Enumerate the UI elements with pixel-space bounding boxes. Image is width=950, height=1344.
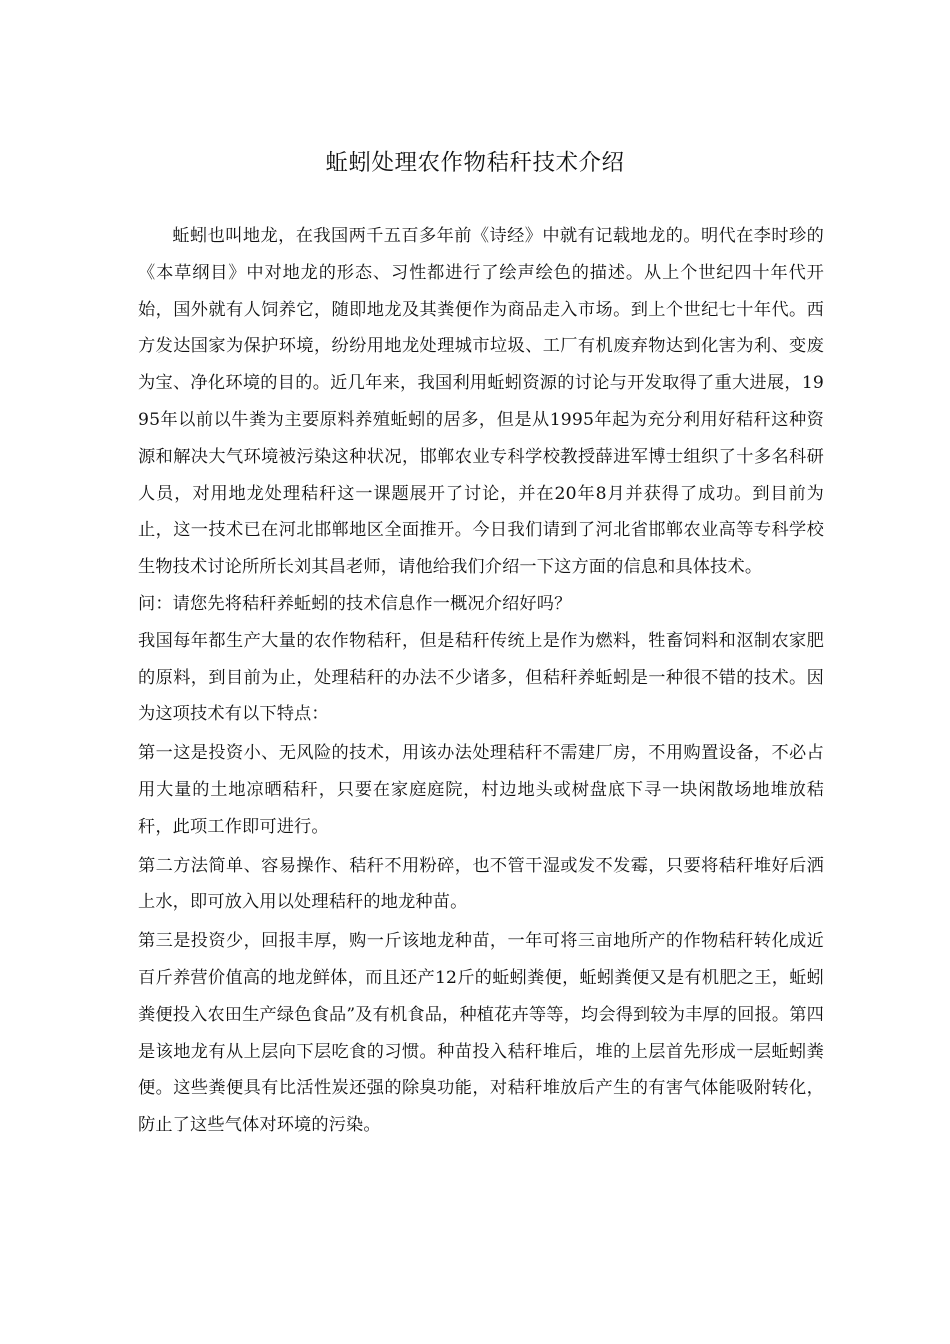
feature-two-paragraph: 第二方法简单、容易操作、秸秆不用粉碎，也不管干湿或发不发霉，只要将秸秆堆好后洒上水，即可放入用以处理秸秆的地龙种苗。 <box>138 855 824 913</box>
document-body <box>138 218 824 1144</box>
feature-three-paragraph: 第三是投资少，回报丰厚，购一斤该地龙种苗，一年可将三亩地所产的作物秸秆转化成近百斤养营价值高的地龙鲜体，而且还产12斤的蚯蚓粪便，蚯蚓粪便又是有机肥之王，蚯蚓粪便投入农田生产绿色食品”及有机食品，种植花卉等等，均会得到较为丰厚的回报。第四是该地龙有从上层向下层吃食的习惯。种苗投入秸秆堆后，堆的上层首先形成一层蚯蚓粪便。这些粪便具有比活性炭还强的除臭功能，对秸秆堆放后产生的有害气体能吸附转化，防止了这些气体对环境的污染。 <box>138 931 824 1136</box>
question-paragraph: 问：请您先将秸秆养蚯蚓的技术信息作一概况介绍好吗？ <box>138 593 572 614</box>
answer-paragraph: 我国每年都生产大量的农作物秸秆，但是秸秆传统上是作为燃料，牲畜饲料和沤制农家肥的原料，到目前为止，处理秸秆的办法不少诸多，但秸秆养蚯蚓是一种很不错的技术。因为这项技术有以下特点： <box>138 630 824 725</box>
intro-paragraph: 蚯蚓也叫地龙，在我国两千五百多年前《诗经》中就有记载地龙的。明代在李时珍的《本草纲目》中对地龙的形态、习性都进行了绘声绘色的描述。从上个世纪四十年代开始，国外就有人饲养它，随即地龙及其粪便作为商品走入市场。到上个世纪七十年代。西方发达国家为保护环境，纷纷用地龙处理城市垃圾、工厂有机废弃物达到化害为利、变废为宝、净化环境的目的。近几年来，我国利用蚯蚓资源的讨论与开发取得了重大进展，1995年以前以牛粪为主要原料养殖蚯蚓的居多，但是从1995年起为充分利用好秸秆这种资源和解决大气环境被污染这种状况，邯郸农业专科学校教授薛进军博士组织了十多名科研人员，对用地龙处理秸秆这一课题展开了讨论，并在20年8月并获得了成功。到目前为止，这一技术已在河北邯郸地区全面推开。今日我们请到了河北省邯郸农业高等专科学校生物技术讨论所所长刘其昌老师，请他给我们介绍一下这方面的信息和具体技术。 <box>138 226 824 578</box>
page-title: 蚯蚓处理农作物秸秆技术介绍 <box>325 150 625 176</box>
feature-one-paragraph: 第一这是投资小、无风险的技术，用该办法处理秸秆不需建厂房，不用购置设备，不必占用大量的土地凉晒秸秆，只要在家庭庭院，村边地头或树盘底下寻一块闲散场地堆放秸秆，此项工作即可进行。 <box>138 743 824 837</box>
